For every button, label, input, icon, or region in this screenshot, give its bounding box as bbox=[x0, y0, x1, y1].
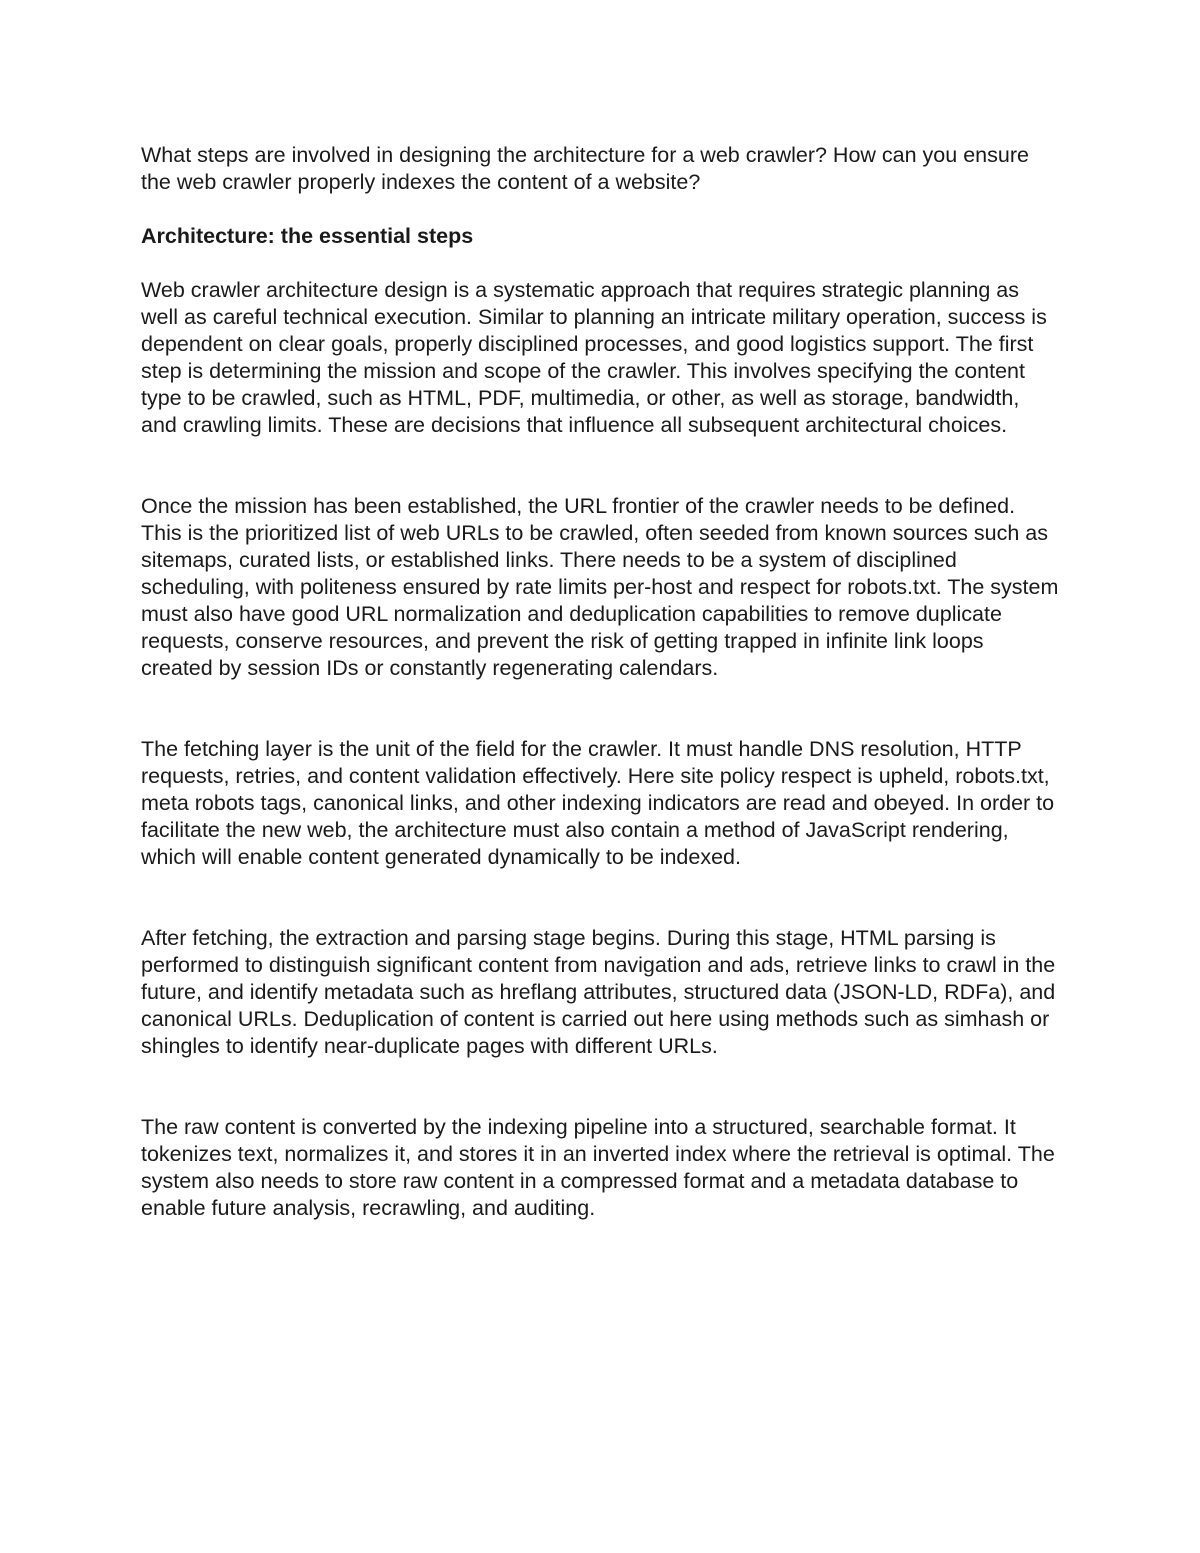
paragraph-extraction-parsing: After fetching, the extraction and parsing stage begins. During this stage, HTML parsing is performed to distinguish significant content from navigation and ads, retrieve links to crawl in the future, and identify metadata such as hreflang attributes, structured data (JSON-LD, RDFa), and canonical URLs. Deduplication of content is carried out here using methods such as simhash or shingles to identify near-duplicate pages with different URLs. bbox=[141, 926, 1056, 1058]
paragraph-indexing-pipeline: The raw content is converted by the indexing pipeline into a structured, searchable format. It tokenizes text, normalizes it, and stores it in an inverted index where the retrieval is optimal. The system also needs to store raw content in a compressed format and a metadata database to enable future analysis, recrawling, and auditing. bbox=[141, 1115, 1055, 1220]
paragraph-fetching-layer: The fetching layer is the unit of the field for the crawler. It must handle DNS resolution, HTTP requests, retries, and content validation effectively. Here site policy respect is upheld, robots.txt, meta robots tags, canonical links, and other indexing indicators are read and obeyed. In order to facilitate the new web, the architecture must also contain a method of JavaScript rendering, which will enable content generated dynamically to be indexed. bbox=[141, 737, 1055, 869]
intro-question: What steps are involved in designing the architecture for a web crawler? How can you ensure the web crawler properly indexes the content of a website? bbox=[141, 143, 1029, 194]
document-body bbox=[141, 142, 1061, 1222]
paragraph-mission-scope: Web crawler architecture design is a systematic approach that requires strategic planning as well as careful technical execution. Similar to planning an intricate military operation, success is dependent on clear goals, properly disciplined processes, and good logistics support. The first step is determining the mission and scope of the crawler. This involves specifying the content type to be crawled, such as HTML, PDF, multimedia, or other, as well as storage, bandwidth, and crawling limits. These are decisions that influence all subsequent architectural choices. bbox=[141, 278, 1047, 437]
section-heading: Architecture: the essential steps bbox=[141, 224, 474, 248]
paragraph-url-frontier: Once the mission has been established, the URL frontier of the crawler needs to be defined. This is the prioritized list of web URLs to be crawled, often seeded from known sources such as sitemaps, curated lists, or established links. There needs to be a system of disciplined scheduling, with politeness ensured by rate limits per-host and respect for robots.txt. The system must also have good URL normalization and deduplication capabilities to remove duplicate requests, conserve resources, and prevent the risk of getting trapped in infinite link loops created by session IDs or constantly regenerating calendars. bbox=[141, 494, 1059, 680]
